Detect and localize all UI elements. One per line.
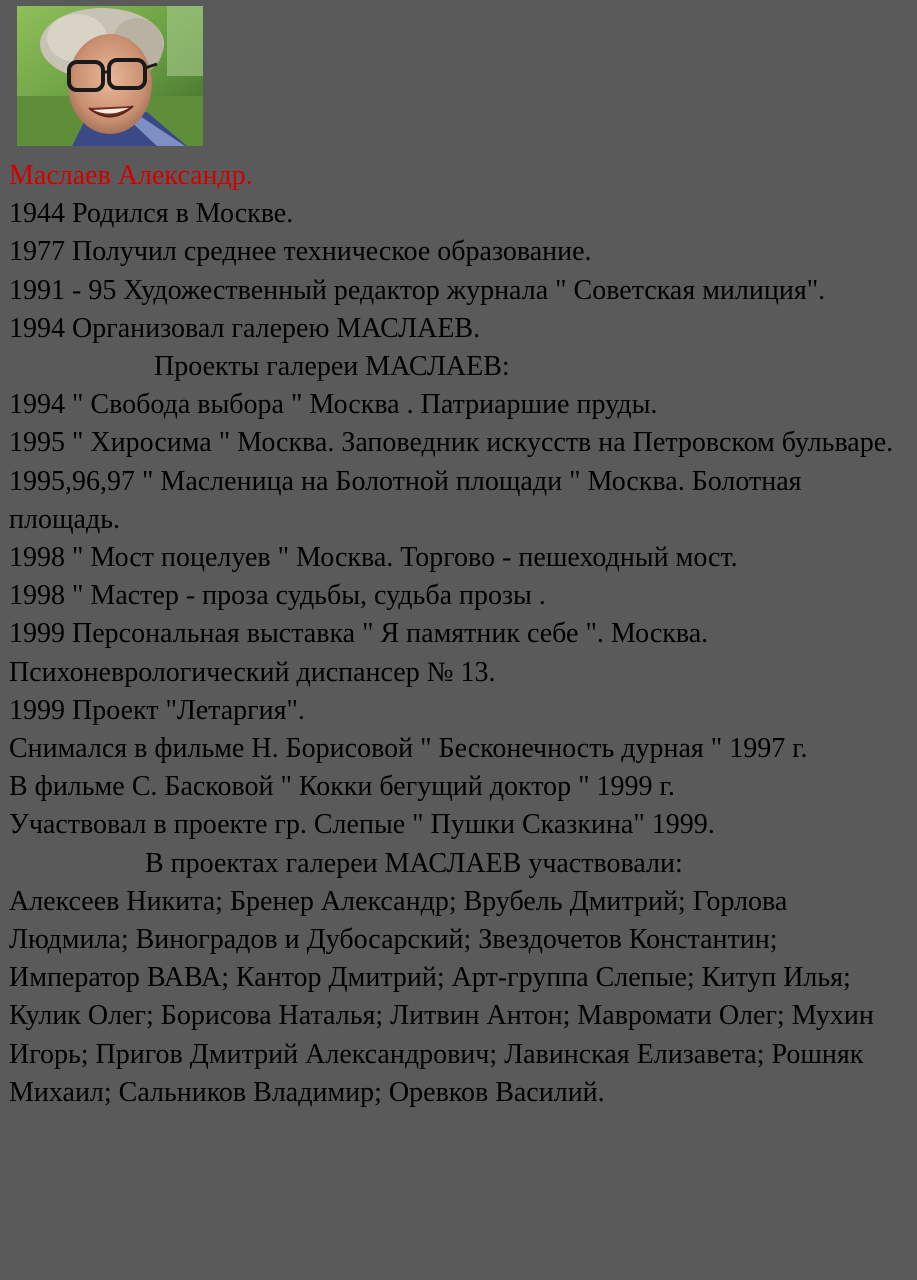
project-line: 1999 Персональная выставка " Я памятник себе ". Москва. Психоневрологический диспансер № 13. xyxy=(9,618,709,688)
bio-line: 1944 Родился в Москве. xyxy=(9,198,294,230)
film-line: В фильме С. Басковой " Кокки бегущий доктор " 1999 г. xyxy=(9,771,675,803)
film-line: Участвовал в проекте гр. Слепые " Пушки Сказкина" 1999. xyxy=(9,809,715,841)
projects-heading: Проекты галереи МАСЛАЕВ: xyxy=(154,351,510,383)
project-line: 1998 " Мост поцелуев " Москва. Торгово - пешеходный мост. xyxy=(9,542,738,574)
project-line: 1994 " Свобода выбора " Москва . Патриаршие пруды. xyxy=(9,389,658,421)
bio-line: 1977 Получил среднее техническое образование. xyxy=(9,236,592,268)
project-line: 1998 " Мастер - проза судьбы, судьба прозы . xyxy=(9,580,546,612)
project-line: 1999 Проект "Летаргия". xyxy=(9,694,305,726)
participants-heading: В проектах галереи МАСЛАЕВ участвовали: xyxy=(145,847,683,879)
film-line: Снимался в фильме Н. Борисовой " Бесконечность дурная " 1997 г. xyxy=(9,733,808,765)
bio-line: 1991 - 95 Художественный редактор журнала " Советская милиция". xyxy=(9,274,826,306)
bio-line: 1994 Организовал галерею МАСЛАЕВ. xyxy=(9,312,481,344)
project-line: 1995 " Хиросима " Москва. Заповедник искусств на Петровском бульваре. xyxy=(9,427,894,459)
biography xyxy=(9,157,904,1112)
artist-name: Маслаев Александр. xyxy=(9,160,253,191)
portrait-photo xyxy=(17,6,203,146)
portrait-image xyxy=(17,6,203,146)
project-line: 1995,96,97 " Масленица на Болотной площади " Москва. Болотная площадь. xyxy=(9,465,802,535)
participants-list: Алексеев Никита; Бренер Александр; Врубель Дмитрий; Горлова Людмила; Виноградов и Дубосарский; Звездочетов Константин; Император ВАВА; Кантор Дмитрий; Арт-группа Слепые; Китуп Илья; Кулик Олег; Борисова Наталья; Литвин Антон; Мавромати Олег; Мухин Игорь; Пригов Дмитрий Александрович; Лавинская Елизавета; Рошняк Михаил; Сальников Владимир; Оревков Василий. xyxy=(9,885,874,1108)
